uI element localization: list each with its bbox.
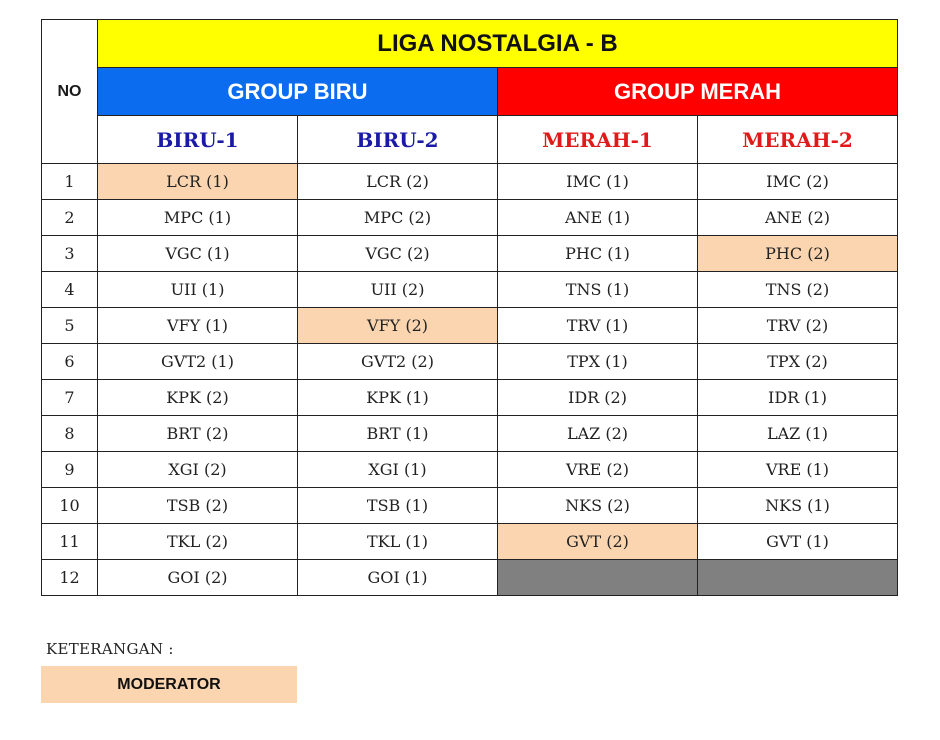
table-row xyxy=(42,308,898,344)
row-number: 10 xyxy=(42,488,98,524)
team-cell: GOI (2) xyxy=(98,560,298,596)
team-cell: LCR (2) xyxy=(298,164,498,200)
team-cell: VRE (1) xyxy=(698,452,898,488)
team-cell: LAZ (2) xyxy=(498,416,698,452)
team-cell: BRT (2) xyxy=(98,416,298,452)
row-number: 1 xyxy=(42,164,98,200)
table-row xyxy=(42,488,898,524)
schedule-rows xyxy=(42,164,898,596)
team-cell: TRV (2) xyxy=(698,308,898,344)
team-cell: NKS (2) xyxy=(498,488,698,524)
team-cell: KPK (2) xyxy=(98,380,298,416)
team-cell: VGC (1) xyxy=(98,236,298,272)
team-cell: IDR (2) xyxy=(498,380,698,416)
team-cell: PHC (1) xyxy=(498,236,698,272)
row-number: 7 xyxy=(42,380,98,416)
team-cell: LAZ (1) xyxy=(698,416,898,452)
table-row xyxy=(42,452,898,488)
table-row xyxy=(42,524,898,560)
table-row xyxy=(42,236,898,272)
group-biru-header: GROUP BIRU xyxy=(98,68,498,116)
team-cell-moderator: LCR (1) xyxy=(98,164,298,200)
team-cell: XGI (1) xyxy=(298,452,498,488)
subgroup-merah-2: MERAH-2 xyxy=(698,116,898,164)
team-cell: GVT (1) xyxy=(698,524,898,560)
page-title: LIGA NOSTALGIA - B xyxy=(98,20,898,68)
row-number: 3 xyxy=(42,236,98,272)
row-number: 8 xyxy=(42,416,98,452)
team-cell: UII (2) xyxy=(298,272,498,308)
team-cell: TNS (2) xyxy=(698,272,898,308)
row-number: 12 xyxy=(42,560,98,596)
table-row xyxy=(42,380,898,416)
team-cell: GOI (1) xyxy=(298,560,498,596)
team-cell: NKS (1) xyxy=(698,488,898,524)
legend-label: KETERANGAN : xyxy=(46,640,174,658)
team-cell: IDR (1) xyxy=(698,380,898,416)
team-cell-moderator: GVT (2) xyxy=(498,524,698,560)
team-cell: TKL (1) xyxy=(298,524,498,560)
table-row xyxy=(42,560,898,596)
table-row xyxy=(42,344,898,380)
team-cell: MPC (1) xyxy=(98,200,298,236)
team-cell: TPX (1) xyxy=(498,344,698,380)
row-number: 4 xyxy=(42,272,98,308)
row-number: 9 xyxy=(42,452,98,488)
team-cell: GVT2 (2) xyxy=(298,344,498,380)
team-cell: TRV (1) xyxy=(498,308,698,344)
team-cell: IMC (1) xyxy=(498,164,698,200)
row-number: 5 xyxy=(42,308,98,344)
table-row xyxy=(42,164,898,200)
team-cell: BRT (1) xyxy=(298,416,498,452)
team-cell: VFY (1) xyxy=(98,308,298,344)
empty-cell xyxy=(498,560,698,596)
schedule-table xyxy=(41,19,898,596)
team-cell: TSB (1) xyxy=(298,488,498,524)
team-cell: VRE (2) xyxy=(498,452,698,488)
team-cell: GVT2 (1) xyxy=(98,344,298,380)
table-row xyxy=(42,272,898,308)
team-cell: XGI (2) xyxy=(98,452,298,488)
table-row xyxy=(42,200,898,236)
legend-moderator: MODERATOR xyxy=(41,666,297,703)
subgroup-biru-2: BIRU-2 xyxy=(298,116,498,164)
empty-cell xyxy=(698,560,898,596)
team-cell: IMC (2) xyxy=(698,164,898,200)
row-number: 6 xyxy=(42,344,98,380)
group-merah-header: GROUP MERAH xyxy=(498,68,898,116)
row-number: 11 xyxy=(42,524,98,560)
team-cell: TNS (1) xyxy=(498,272,698,308)
team-cell: UII (1) xyxy=(98,272,298,308)
team-cell-moderator: PHC (2) xyxy=(698,236,898,272)
no-header: NO xyxy=(42,20,98,164)
table-row xyxy=(42,416,898,452)
subgroup-biru-1: BIRU-1 xyxy=(98,116,298,164)
team-cell: KPK (1) xyxy=(298,380,498,416)
team-cell: ANE (2) xyxy=(698,200,898,236)
team-cell: TKL (2) xyxy=(98,524,298,560)
row-number: 2 xyxy=(42,200,98,236)
team-cell: VGC (2) xyxy=(298,236,498,272)
team-cell: TSB (2) xyxy=(98,488,298,524)
team-cell: ANE (1) xyxy=(498,200,698,236)
team-cell-moderator: VFY (2) xyxy=(298,308,498,344)
subgroup-merah-1: MERAH-1 xyxy=(498,116,698,164)
team-cell: TPX (2) xyxy=(698,344,898,380)
team-cell: MPC (2) xyxy=(298,200,498,236)
